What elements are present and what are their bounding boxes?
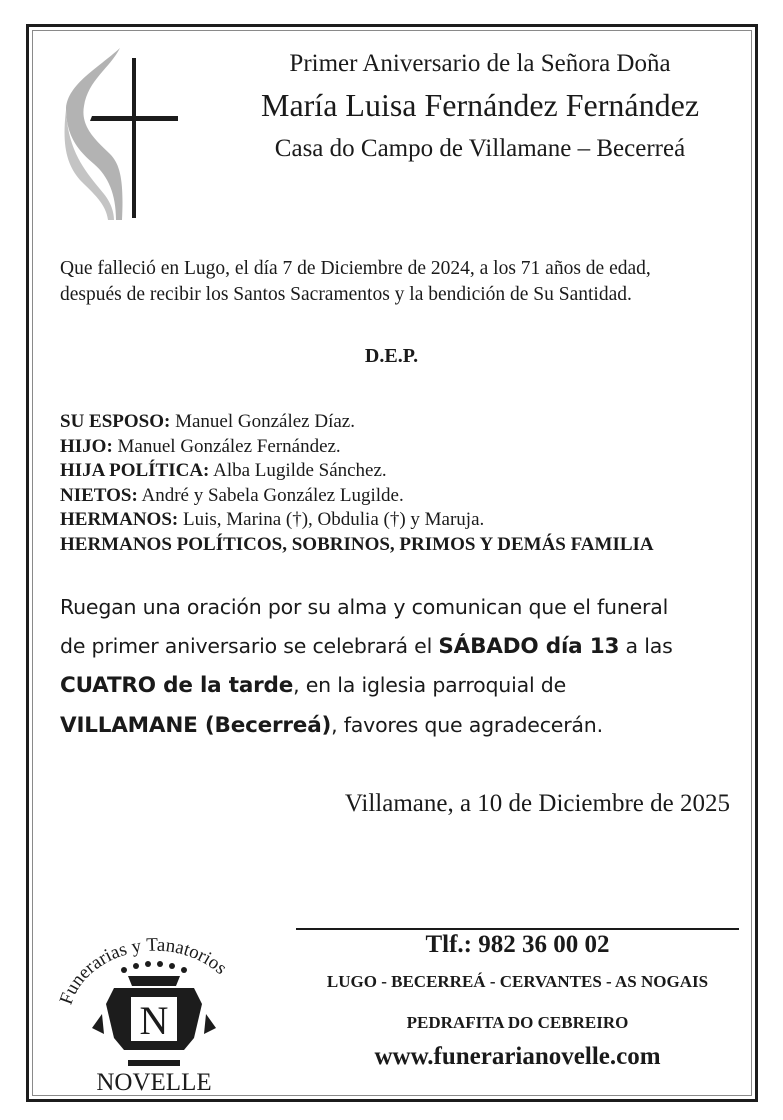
- deceased-name: María Luisa Fernández Fernández: [260, 87, 700, 123]
- family-row: [60, 484, 750, 509]
- residence: Casa do Campo de Villamane – Becerreá: [274, 135, 686, 162]
- logo-name: NOVELLE: [96, 1069, 212, 1093]
- family-value: Luis, Marina (†), Obdulia (†) y Maruja.: [178, 509, 485, 531]
- rip-heading: D.E.P.: [364, 345, 419, 367]
- family-value: Manuel González Díaz.: [170, 411, 355, 432]
- locations-line-1: LUGO - BECERREÁ - CERVANTES - AS NOGAIS: [326, 972, 709, 991]
- cross-and-flame-icon: [58, 44, 178, 224]
- locations-line-2: PEDRAFITA DO CEBREIRO: [406, 1013, 629, 1032]
- footer-divider: [296, 928, 739, 930]
- family-label: HERMANOS POLÍTICOS, SOBRINOS, PRIMOS Y DEMÁS FAMILIA: [60, 533, 654, 555]
- place-and-date: Villamane, a 10 de Diciembre de 2025: [344, 790, 730, 817]
- notice-location: VILLAMANE (Becerreá): [60, 712, 332, 738]
- family-value: André y Sabela González Lugilde.: [137, 484, 404, 506]
- notice-line-4: [60, 706, 750, 746]
- family-row: [60, 533, 750, 558]
- family-label: HIJO:: [60, 435, 113, 457]
- funeral-notice: [60, 588, 750, 745]
- death-details-line-2: después de recibir los Santos Sacramentos y la bendición de Su Santidad.: [60, 284, 632, 305]
- family-row: [60, 459, 750, 484]
- family-row: [60, 410, 750, 435]
- notice-text: a las: [619, 633, 673, 658]
- family-label: HERMANOS:: [60, 509, 179, 531]
- notice-text: , favores que agradecerán.: [331, 712, 603, 737]
- notice-text: , en la iglesia parroquial de: [293, 673, 566, 697]
- logo-letter: N: [139, 998, 169, 1043]
- anniversary-title: Primer Aniversario de la Señora Doña: [289, 50, 671, 77]
- death-details-line-1: Que falleció en Lugo, el día 7 de Diciembre de 2024, a los 71 años de edad,: [60, 258, 651, 279]
- logo-arc-text: Funerarias y Tanatorios: [55, 934, 231, 1008]
- notice-line-1: Ruegan una oración por su alma y comunican que el funeral: [60, 595, 669, 619]
- notice-line-3: [60, 666, 750, 706]
- header: [200, 48, 760, 166]
- notice-line-2: [60, 627, 750, 667]
- family-label: HIJA POLÍTICA:: [60, 460, 210, 482]
- family-row: [60, 435, 750, 460]
- family-list: [60, 410, 750, 558]
- death-details: [60, 256, 750, 308]
- family-label: NIETOS:: [60, 484, 138, 506]
- family-value: Alba Lugilde Sánchez.: [209, 460, 387, 482]
- family-row: [60, 508, 750, 533]
- family-value: Manuel González Fernández.: [112, 435, 341, 457]
- family-label: SU ESPOSO:: [60, 411, 171, 432]
- notice-text: de primer aniversario se celebrará el: [60, 633, 439, 658]
- notice-time: CUATRO de la tarde: [60, 673, 294, 698]
- notice-date: SÁBADO día 13: [438, 633, 620, 659]
- website-link[interactable]: www.funerarianovelle.com: [374, 1043, 661, 1070]
- novelle-logo: [44, 918, 264, 1093]
- phone-number: Tlf.: 982 36 00 02: [425, 931, 610, 958]
